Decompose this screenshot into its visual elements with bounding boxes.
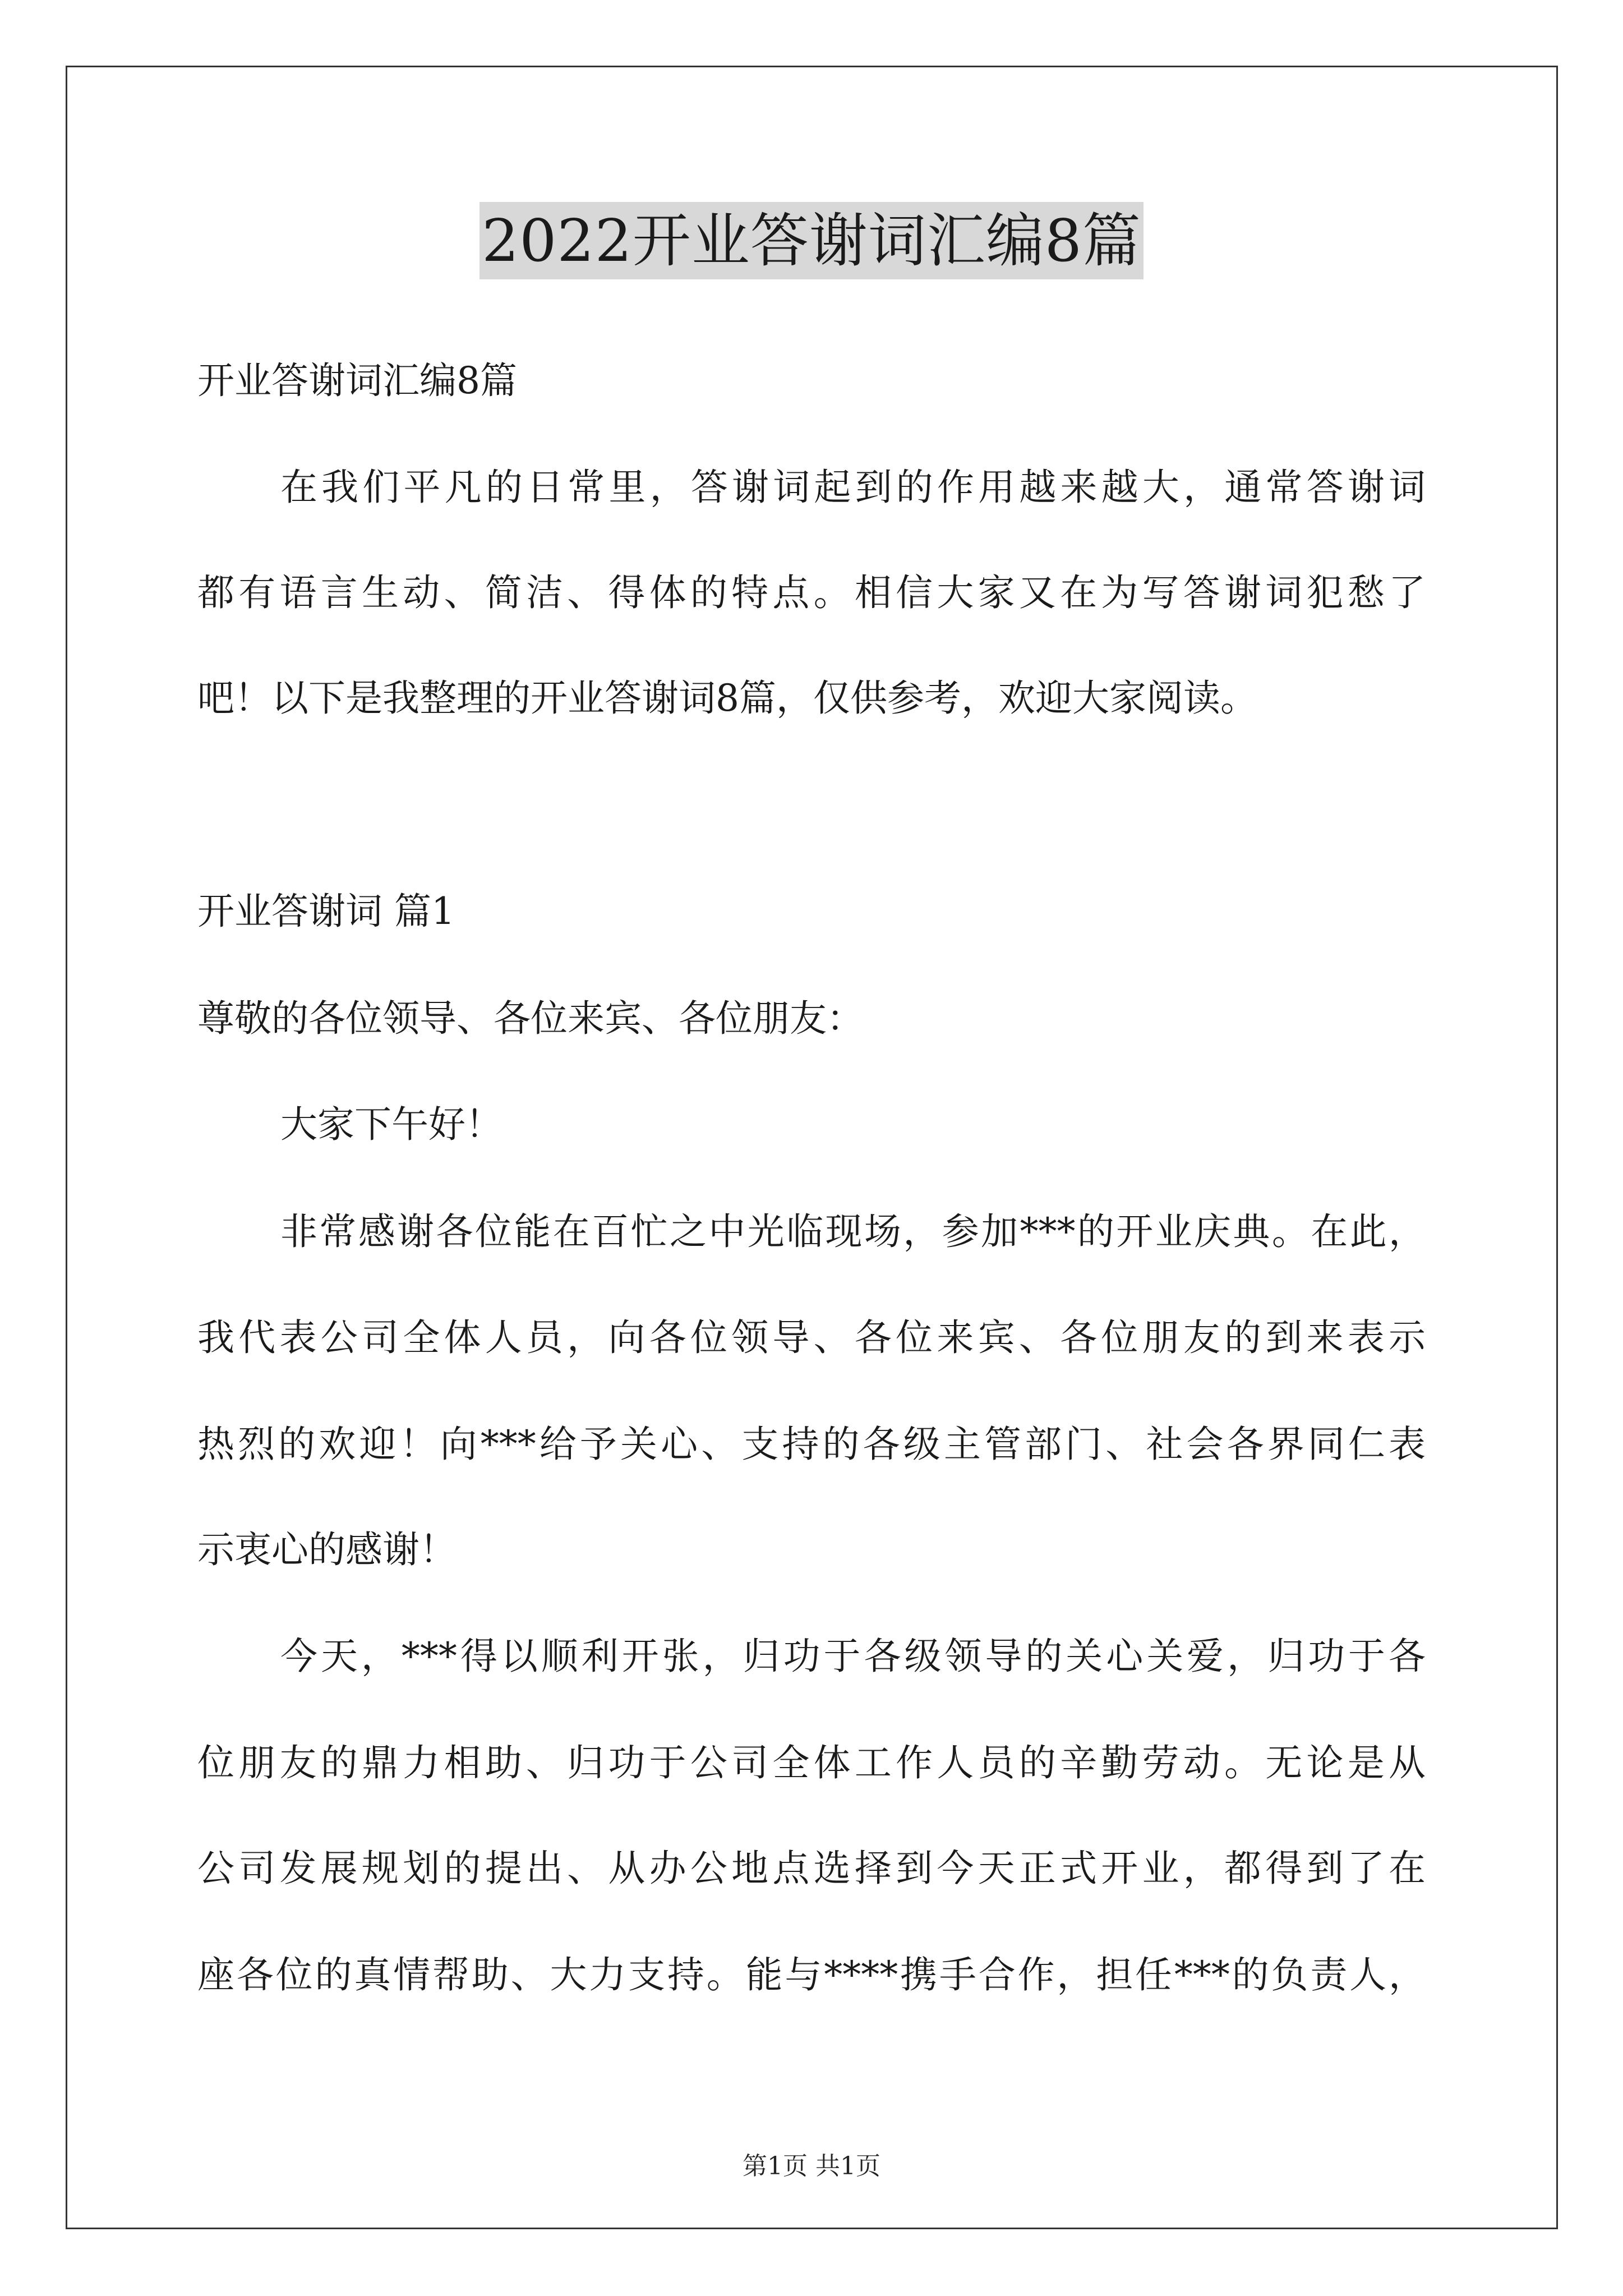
intro-line-1: 在我们平凡的日常里，答谢词起到的作用越来越大，通常答谢词 [280, 466, 1426, 509]
paragraph2-line-1: 今天，***得以顺利开张，归功于各级领导的关心关爱，归功于各 [280, 1635, 1426, 1678]
greeting: 大家下午好！ [280, 1103, 502, 1146]
paragraph1-line-2: 我代表公司全体人员，向各位领导、各位来宾、各位朋友的到来表示 [197, 1316, 1426, 1359]
intro-line-2: 都有语言生动、简洁、得体的特点。相信大家又在为写答谢词犯愁了 [197, 571, 1426, 614]
paragraph1-line-4: 示衷心的感谢！ [197, 1528, 457, 1571]
salutation: 尊敬的各位领导、各位来宾、各位朋友： [197, 997, 864, 1040]
paragraph1-line-3: 热烈的欢迎！向***给予关心、支持的各级主管部门、社会各界同仁表 [197, 1423, 1426, 1466]
page-footer: 第1页 共1页 [743, 2152, 880, 2180]
intro-line-3: 吧！以下是我整理的开业答谢词8篇，仅供参考，欢迎大家阅读。 [197, 677, 1257, 720]
section-heading: 开业答谢词 篇1 [197, 890, 455, 933]
paragraph2-line-3: 公司发展规划的提出、从办公地点选择到今天正式开业，都得到了在 [197, 1847, 1426, 1890]
document-title: 2022开业答谢词汇编8篇 [479, 202, 1144, 279]
document-subtitle: 开业答谢词汇编8篇 [197, 359, 517, 402]
paragraph2-line-2: 位朋友的鼎力相助、归功于公司全体工作人员的辛勤劳动。无论是从 [197, 1741, 1426, 1784]
paragraph2-line-4: 座各位的真情帮助、大力支持。能与****携手合作，担任***的负责人， [197, 1953, 1426, 1996]
paragraph1-line-1: 非常感谢各位能在百忙之中光临现场，参加***的开业庆典。在此， [280, 1210, 1426, 1253]
title-container [0, 202, 1623, 279]
